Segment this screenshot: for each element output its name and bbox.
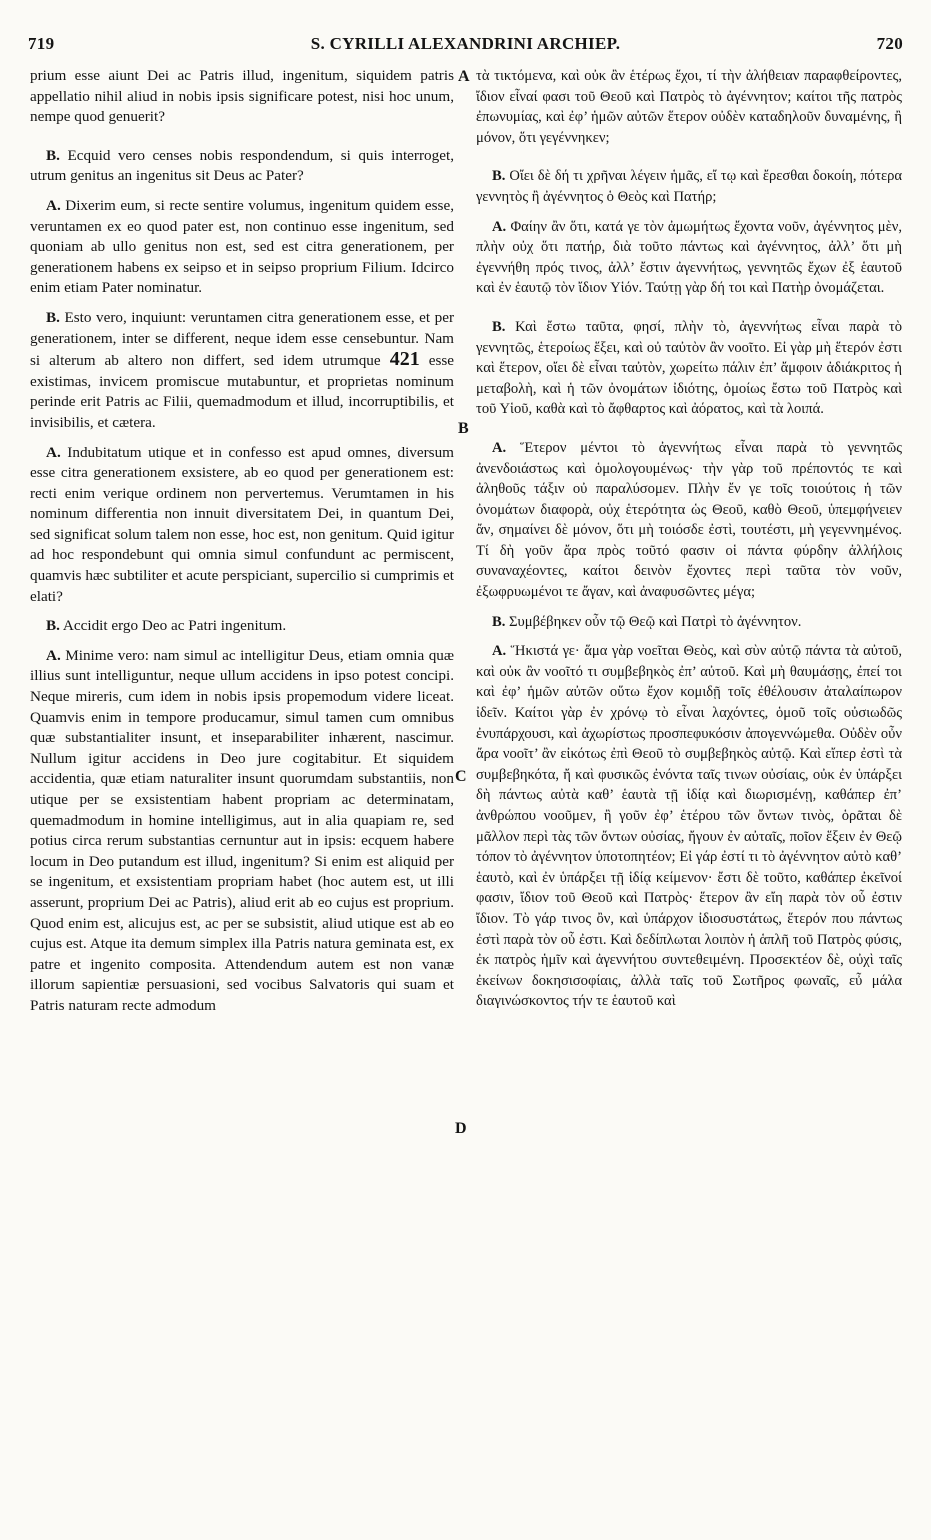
greek-paragraph: A. Φαίην ἂν ὅτι, κατά γε τὸν ἀμωμήτως ἔχοντα νοῦν, ἀγέννητος μὲν, πλὴν οὐχ ὅτι πατήρ, διὰ τοῦτο πάντως καὶ ἀγέννητος, ἀλλ’ ὅτι μὴ ἐγεννήθη πρός τινος, ἀλλ’ ἔστιν ἀγεννήτως, γεννητῶς ἔχων ἐξ ἑαυτοῦ καὶ ἐν ἑαυτῷ τὸν ἴδιον Υἱόν. Ταύτῃ γὰρ δή τοι καὶ Πατὴρ ὀνομάζεται. [476, 218, 902, 297]
latin-paragraph: A. Dixerim eum, si recte sentire volumus, ingenitum quidem esse, veruntamen ex eo quod pater est, non continuo esse ingenitum, sed quoniam ab ullo genitus non est, sed est citra generationem, per generationem habens ex seipso et in seipso proprium Filium. Idcirco enim etiam Pater nominatur. [30, 196, 454, 297]
latin-paragraph: B. Esto vero, inquiunt: veruntamen citra generationem esse, et per generationem, inter se different, neque idem esse censebuntur. Nam si alterum ab altero non differt, sed idem utrumque 421 esse existimas, invicem promiscue mutabuntur, et proprietas nominum perinde erit Patris ac Filii, quemadmodum et illud, incorruptibilis, et invisibilis, et cætera. [30, 308, 454, 431]
inline-page-number: 421 [389, 348, 420, 371]
latin-paragraph: A. Minime vero: nam simul ac intelligitur Deus, etiam omnia quæ illius sunt intelliguntur, neque ullum accidens in ipso potest concipi. Neque mireris, cum idem in nobis ipsis propemodum videre liceat. Quamvis enim in tempore producamur, simul tamen cum omnibus quæ substantialiter insunt, et inseparabiliter inhærent, nascimur. Nullum igitur accidens in Deo jure cogitabitur. Et siquidem accidentia, quæ etiam naturaliter insunt quorumdam substantiis, non utique per se exsistentiam habent propriam ac determinatam, quemadmodum in homine intelligimus, aut in alia quapiam re, sed potius circa rerum substantias cernuntur aut in ipsis: ecquem habere locum in Deo putandum est illud, ingenitum? Si enim est aliquid per se ingenitum, et exsistentiam propriam habet (hoc autem est, ut illi asserunt, proprium Dei ac Patris), aliud erit ab eo cujus est proprium. Quod enim est, alicujus est, ac per se subsistit, aliud utique est ab eo cujus est. Atque ita demum simplex illa Patris natura geminata est, ex patre et ingenito composita. Attendendum autem est non vanæ illorum sapientiæ persuasioni, sed vocibus Salvatoris qui suam et Patris naturam recte admodum [30, 646, 454, 1014]
latin-paragraph: prium esse aiunt Dei ac Patris illud, ingenitum, siquidem patris appellatio nihil aliud in nobis ipsis significare potest, nisi hoc unum, nempe quod genuerit? [30, 67, 454, 126]
greek-paragraph: A. Ἕτερον μέντοι τὸ ἀγεννήτως εἶναι παρὰ τὸ γεννητῶς ἀνενδοιάστως καὶ ὁμολογουμένως· τὴν γὰρ τοῦ πρέποντός τε καὶ ἀληθοῦς τάξιν οὐ παραλύσομεν. Πλὴν ἔν γε τοῖς τοιούτοις ἡ τῶν ὀνομάτων διαφορὰ, οὐχ ἑτερότητα ὡς Θεοῦ, καθὸ Θεοῦ, ὑπεμφήνειεν ἄν, σημαίνει δὲ μόνον, ὅτι μὴ τοιόσδε ἐστὶ, τουτέστι, μὴ γεγεννημένος. Τί δὴ γοῦν ἄρα πρὸς τοῦτό φασιν οἱ πάντα φύρδην ἀλλήλοις συναναχέοντες, καίτοι δεινὸν ἔχοντες περὶ ταῦτα τὸν νοῦν, ἐξωφρυωμένοι τε ἄγαν, καὶ ἀναφυσῶντες μέγα; [476, 439, 902, 601]
margin-mark-a: A [458, 68, 470, 85]
latin-paragraph: A. Indubitatum utique et in confesso est apud omnes, diversum esse citra generationem exsistere, ab eo quod per generationem est: recti enim verique ordinem non pervertemus. Verumtamen in his nominum differentia non innuit diversitatem Dei, in quantum Dei, sed significat solum talem non esse, hoc est, non genitum. Quid igitur ad hoc respondebunt qui omnia simul confundunt ac permiscent, quamvis hæc subtiliter et acute perspiciant, supercilio si cumprimis et elati? [30, 443, 454, 605]
latin-paragraph: B. Ecquid vero censes nobis respondendum, si quis interroget, utrum genitus an ingenitus sit Deus ac Pater? [30, 146, 454, 185]
margin-mark-c: C [455, 768, 467, 785]
page-number-left: 719 [28, 34, 55, 53]
margin-mark-b: B [458, 420, 469, 437]
latin-column [30, 66, 454, 1516]
greek-paragraph: τὰ τικτόμενα, καὶ οὐκ ἂν ἑτέρως ἔχοι, τί τὴν ἀλήθειαν παραφθείροντες, ἴδιον εἶναί φασι τοῦ Θεοῦ καὶ Πατρὸς τὸ ἀγέννητον; καίτοι τῆς πατρὸς ἐπωνυμίας, καὶ ἐφ’ ἡμῶν αὐτῶν ἕτερον οὐδὲν καταδηλοῦν δυναμένης, ἢ μόνον, ὅτι γεγέννηκεν; [476, 68, 902, 146]
latin-paragraph: B. Accidit ergo Deo ac Patri ingenitum. [46, 617, 287, 635]
running-title: S. CYRILLI ALEXANDRINI ARCHIEP. [310, 34, 621, 53]
greek-paragraph: A. Ἥκιστά γε· ἅμα γὰρ νοεῖται Θεὸς, καὶ σὺν αὐτῷ πάντα τὰ αὐτοῦ, καὶ οὐκ ἂν νοοῖτό τι συμβεβηκὸς ἐπ’ αὐτοῦ. Καὶ μὴ θαυμάσῃς, ἐπεί τοι καὶ ἐφ’ ἡμῶν αὐτῶν οὕτω ἔχον κομιδῇ τοῖς ἐθέλουσιν ἀταλαίπωρον ἰδεῖν. Καίτοι γὰρ ἐν χρόνῳ τὸ εἶναι λαχόντες, ὁμοῦ τοῖς οὐσιωδῶς ἐνυπάρχουσι, καὶ ἀχωρίστως προσπεφυκόσιν ἀπογεννώμεθα. Οὐδὲν οὖν ἄρα νοοῖτ’ ἂν εἰκότως ἐπὶ Θεοῦ τὸ συμβεβηκὸς αὐτῷ. Καὶ εἴπερ ἐστὶ τὰ συμβεβηκότα, ἤ καὶ φυσικῶς ἐνόντα ταῖς τινων οὐσίαις, οὐκ ἐν ὑπάρξει δὴ πάντως αὐτὰ καθ’ ἑαυτὰ τῇ ἰδίᾳ καὶ διωρισμένῃ, καθάπερ ἐπ’ ἀνθρώπου νοοῦμεν, ἢ γοῦν ἐφ’ ἑτέρου τῶν ὄντων τινὸς, ὁρᾶται δὲ μᾶλλον περὶ τὰς τῶν ὄντων οὐσίας, ἤγουν ἐν αὐταῖς, ποῖον ἕξειν ἐν Θεῷ τόπον τὸ ἀγέννητον ὑποτοπητέον; Εἰ γάρ ἐστί τι τὸ ἀγέννητον αὐτὸ καθ’ ἑαυτὸ, καὶ ἐν ὑπάρξει τῇ ἰδίᾳ κείμενον· ἔστι δὲ τοῦτο, καθάπερ ἐκεῖνοί φασιν, ἴδιον τοῦ Θεοῦ καὶ Πατρὸς· ἕτερον ἂν εἴη παρὰ τὸν οὗ ἐστιν ἴδιον. Τὸ γάρ τινος ὂν, καὶ ὑπάρχον ἰδιοσυστάτως, ἕτερόν που πάντως ἐστὶ παρὰ τὸν οὗ ἐστι. Καὶ δεδίπλωται λοιπὸν ἡ ἁπλῆ τοῦ Πατρὸς φύσις, ἐκ πατρὸς ἡμῖν καὶ ἀγεννήτου συντεθειμένη. Προσεκτέον δὲ, οὐχὶ ταῖς ἐκείνων δοκησισοφίαις, ἀλλὰ ταῖς τοῦ Σωτῆρος φωναῖς, εὖ μάλα διαγινώσκοντος τήν τε ἑαυτοῦ καὶ [476, 643, 902, 1010]
greek-paragraph: B. Οἴει δὲ δή τι χρῆναι λέγειν ἡμᾶς, εἴ τῳ καὶ ἔρεσθαι δοκοίη, πότερα γεννητὸς ἢ ἀγέννητος ὁ Θεὸς καὶ Πατήρ; [476, 168, 902, 205]
running-header [28, 34, 903, 60]
greek-column [476, 66, 902, 1516]
greek-paragraph: B. Καὶ ἔστω ταῦτα, φησί, πλὴν τὸ, ἀγεννήτως εἶναι παρὰ τὸ γεννητῶς, ἑτεροίως ἕξει, καὶ οὐ ταὐτὸν ἂν νοοῖτο. Εἰ γὰρ μὴ ἕτερόν ἐστι καὶ ἕτερον, οἴει δὲ εἶναι ταὐτὸν, χωρείτω πάλιν ἐπ’ ἄμφοιν ἀδιάκριτος ἡ μεταβολὴ, καὶ ἡ τῶν ὀνομάτων ἰδιότης, ὁμοίως ἔστω τοῦ Πατρὸς καὶ τοῦ Υἱοῦ, καθὰ καὶ τὸ ἄφθαρτος καὶ ἀόρατος, καὶ τὰ λοιπά. [476, 318, 902, 418]
page-number-right: 720 [876, 34, 903, 53]
margin-mark-d: D [455, 1120, 467, 1137]
greek-paragraph: B. Συμβέβηκεν οὖν τῷ Θεῷ καὶ Πατρὶ τὸ ἀγέννητον. [492, 613, 802, 630]
